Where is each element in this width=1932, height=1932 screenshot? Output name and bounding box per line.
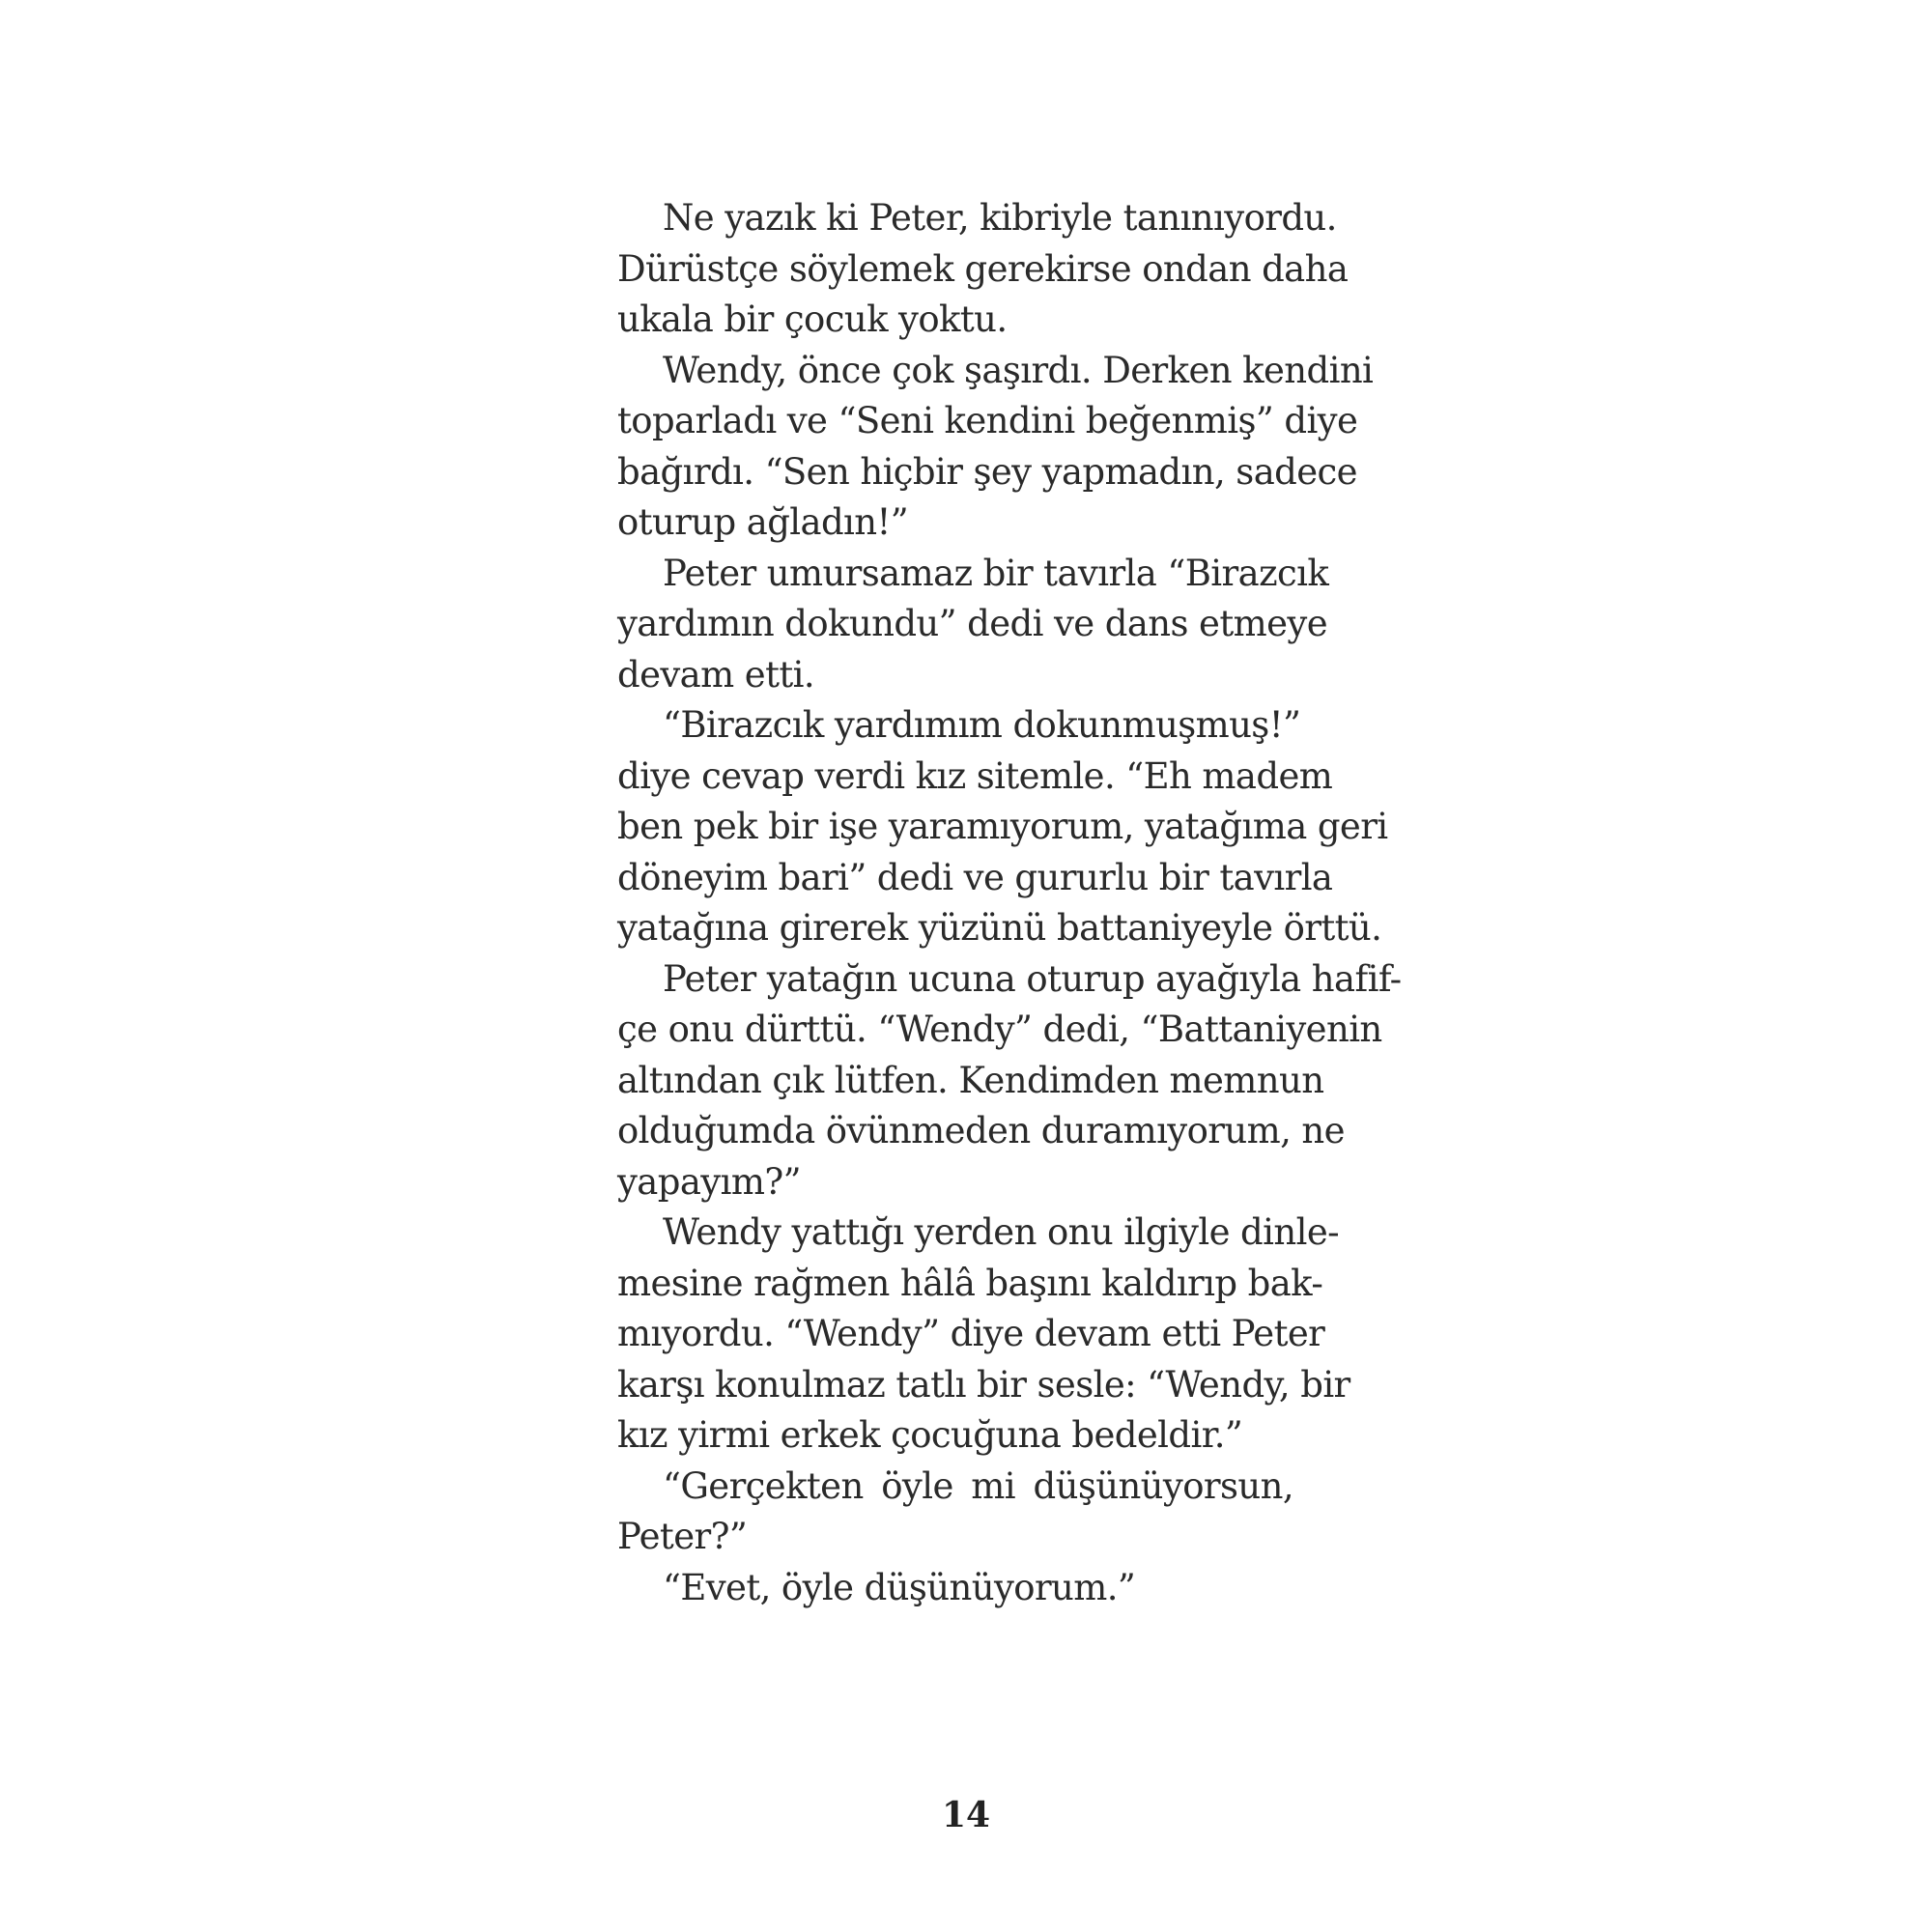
body-text bbox=[617, 193, 1402, 1613]
text-line: ukala bir çocuk yoktu. bbox=[617, 298, 1008, 340]
text-line: mıyordu. “Wendy” diye devam etti Peter bbox=[617, 1313, 1325, 1354]
text-line: toparladı ve “Seni kendini beğenmiş” diye bbox=[617, 400, 1358, 441]
text-line: döneyim bari” dedi ve gururlu bir tavırla bbox=[617, 856, 1333, 898]
text-line: devam etti. bbox=[617, 653, 815, 696]
page-number: 14 bbox=[941, 1795, 991, 1835]
text-line: Peter umursamaz bir tavırla “Birazcık bbox=[663, 552, 1329, 594]
text-line: Peter yatağın ucuna oturup ayağıyla hafif- bbox=[663, 957, 1402, 1000]
text-line: yatağına girerek yüzünü battaniyeyle örttü. bbox=[617, 907, 1382, 949]
text-line: Dürüstçe söylemek gerekirse ondan daha bbox=[617, 247, 1349, 290]
text-line: Wendy, önce çok şaşırdı. Derken kendini bbox=[663, 349, 1374, 391]
text-line: “Gerçekten öyle mi düşünüyorsun, bbox=[663, 1464, 1293, 1507]
text-line: “Evet, öyle düşünüyorum.” bbox=[663, 1566, 1136, 1608]
text-line: “Birazcık yardımım dokunmuşmuş!” bbox=[663, 704, 1301, 746]
text-line: olduğumda övünmeden duramıyorum, ne bbox=[617, 1110, 1345, 1151]
text-line: kız yirmi erkek çocuğuna bedeldir.” bbox=[617, 1414, 1243, 1456]
text-line: diye cevap verdi kız sitemle. “Eh madem bbox=[617, 754, 1333, 797]
text-line: yapayım?” bbox=[617, 1160, 801, 1203]
text-line: ben pek bir işe yaramıyorum, yatağıma geri bbox=[617, 806, 1388, 847]
text-line: mesine rağmen hâlâ başını kaldırıp bak- bbox=[617, 1262, 1323, 1304]
text-line: Peter?” bbox=[617, 1516, 748, 1557]
text-line: karşı konulmaz tatlı bir sesle: “Wendy, bir bbox=[617, 1363, 1350, 1406]
text-line: çe onu dürttü. “Wendy” dedi, “Battaniyenin bbox=[617, 1009, 1382, 1050]
text-line: oturup ağladın!” bbox=[617, 501, 909, 543]
text-line: altından çık lütfen. Kendimden memnun bbox=[617, 1059, 1324, 1101]
text-line: yardımın dokundu” dedi ve dans etmeye bbox=[617, 603, 1327, 644]
text-line: bağırdı. “Sen hiçbir şey yapmadın, sadece bbox=[617, 450, 1357, 493]
text-line: Wendy yattığı yerden onu ilgiyle dinle- bbox=[663, 1211, 1340, 1253]
text-line: Ne yazık ki Peter, kibriyle tanınıyordu. bbox=[663, 197, 1337, 239]
